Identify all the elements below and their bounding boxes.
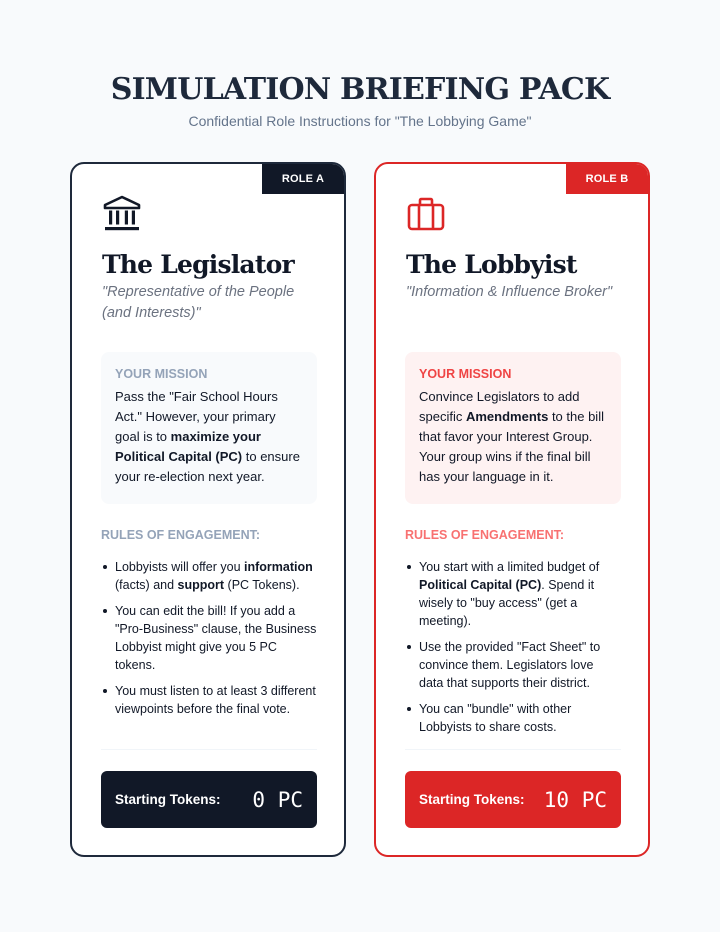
- role-card-lobbyist: [374, 162, 650, 857]
- starting-tokens-box: [101, 771, 317, 828]
- tokens-label: Starting Tokens:: [419, 792, 525, 807]
- role-name: The Lobbyist: [406, 250, 577, 279]
- divider: [405, 749, 621, 750]
- page-title: SIMULATION BRIEFING PACK: [110, 72, 610, 107]
- header: [0, 72, 720, 129]
- rules-list: [101, 558, 317, 726]
- role-tagline: "Representative of the People (and Interests)": [102, 284, 295, 321]
- mission-text: Convince Legislators to add specific Amendments to the bill that favor your Interest Group. Your group wins if the final bill has your language in it.: [419, 389, 604, 484]
- building-columns-icon: [102, 194, 142, 234]
- tokens-value: 10 PC: [543, 787, 607, 812]
- briefcase-icon: [406, 194, 446, 234]
- divider: [101, 749, 317, 750]
- tokens-value: 0 PC: [252, 787, 303, 812]
- role-name: The Legislator: [102, 250, 294, 279]
- role-badge: ROLE B: [566, 164, 648, 194]
- rules-label: RULES OF ENGAGEMENT:: [405, 528, 565, 542]
- mission-label: YOUR MISSION: [419, 367, 512, 381]
- mission-text: Pass the "Fair School Hours Act." However, your primary goal is to maximize your Political Capital (PC) to ensure your re-election next year.: [115, 389, 300, 484]
- page-subtitle: Confidential Role Instructions for "The Lobbying Game": [188, 113, 532, 129]
- rule-item: You can "bundle" with other Lobbyists to share costs.: [405, 700, 621, 736]
- rule-item: You start with a limited budget of Political Capital (PC). Spend it wisely to "buy access" (get a meeting).: [405, 558, 621, 630]
- starting-tokens-box: [405, 771, 621, 828]
- rules-label: RULES OF ENGAGEMENT:: [101, 528, 261, 542]
- tokens-label: Starting Tokens:: [115, 792, 221, 807]
- rule-item: Use the provided "Fact Sheet" to convince them. Legislators love data that supports their district.: [405, 638, 621, 692]
- role-card-legislator: [70, 162, 346, 857]
- mission-label: YOUR MISSION: [115, 367, 208, 381]
- rule-item: You must listen to at least 3 different viewpoints before the final vote.: [101, 682, 317, 718]
- mission-box: [101, 352, 317, 504]
- rule-item: You can edit the bill! If you add a "Pro-Business" clause, the Business Lobbyist might give you 5 PC tokens.: [101, 602, 317, 674]
- role-tagline: "Information & Influence Broker": [406, 284, 613, 300]
- rules-list: [405, 558, 621, 744]
- role-badge: ROLE A: [262, 164, 344, 194]
- mission-box: [405, 352, 621, 504]
- rule-item: Lobbyists will offer you information (facts) and support (PC Tokens).: [101, 558, 317, 594]
